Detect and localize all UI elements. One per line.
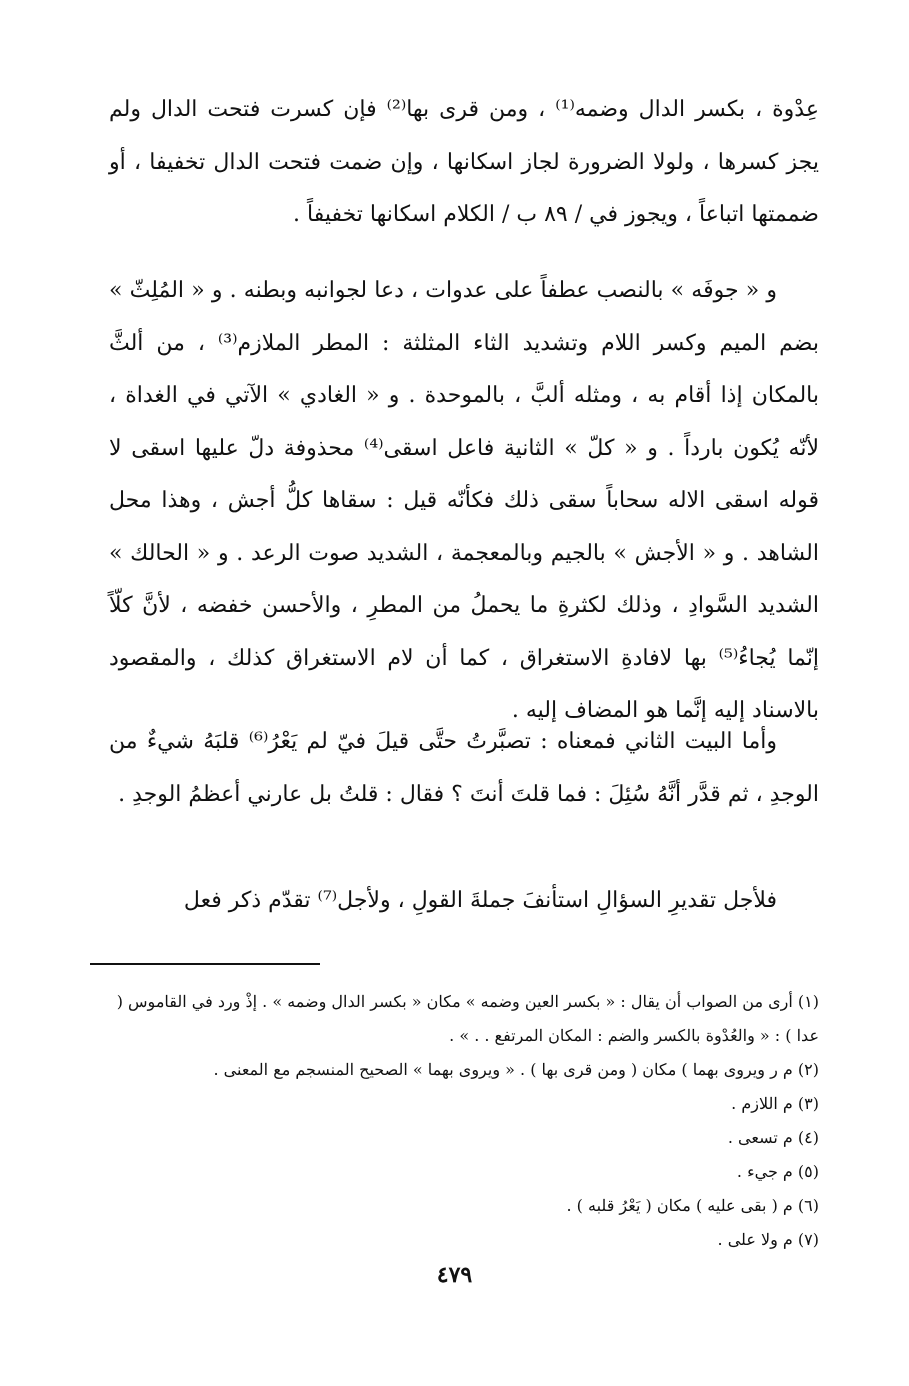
- footnote-5: (٥) م جيء .: [736, 1162, 819, 1181]
- footnote-2: (٢) م ر ويروى بهما ) مكان ( ومن قرى بها ) . « ويروى بهما » الصحيح المنسجم مع المعنى .: [213, 1060, 819, 1079]
- body-paragraph-2: و « جوفَه » بالنصب عطفاً على عدوات ، دعا لجوانبه وبطنه . و « المُلِثّ » بضم الميم وكسر اللام وتشديد الثاء المثلثة : المطر الملازم⁽³⁾ ، من ألثَّ بالمكان إذا أقام به ، ومثله ألبَّ ، بالموحدة . و « الغادي » الآتي في الغداة ، لأنّه يُكون بارداً . و « كلّ » الثانية فاعل اسقى⁽⁴⁾ محذوفة دلّ عليها اسقى لا قوله اسقى الاله سحاباً سقى ذلك فكأنّه قيل : سقاها كلُّ أجش ، وهذا محل الشاهد . و « الأجش » بالجيم وبالمعجمة ، الشديد صوت الرعد . و « الحالك » الشديد السَّوادِ ، وذلك لكثرةِ ما يحملُ من المطرِ ، والأحسن خفضه ، لأنَّ كلّاً إنّما يُجاءُ⁽⁵⁾ بها لافادةِ الاستغراق ، كما أن لام الاستغراق كذلك ، والمقصود بالاسناد إليه إنَّما هو المضاف إليه .: [109, 278, 820, 723]
- footnote-4: (٤) م تسعى .: [727, 1128, 819, 1147]
- body-paragraph-3: وأما البيت الثاني فمعناه : تصبَّرتُ حتَّى قيلَ فيّ لم يَعْرُ⁽⁶⁾ قلبَهُ شيءٌ من الوجدِ ، ثم قدَّر أنَّهُ سُئِلَ : فما قلتَ أنتَ ؟ فقال : قلتُ بل عارني أعظمُ الوجدِ .: [109, 729, 819, 807]
- body-paragraph-4: فلأجل تقديرِ السؤالِ استأنفَ جملةَ القولِ ، ولأجل⁽⁷⁾ تقدّم ذكر فعل: [183, 888, 777, 913]
- footnote-6: (٦) م ( بقى عليه ) مكان ( يَعْرُ قلبه ) .: [566, 1196, 819, 1215]
- page-number: ٤٧٩: [436, 1262, 473, 1288]
- body-paragraph-1: عِدْوة ، بكسر الدال وضمه⁽¹⁾ ، ومن قرى بها⁽²⁾ فإن كسرت فتحت الدال ولم يجز كسرها ، ولولا الضرورة لجاز اسكانها ، وإن ضمت فتحت الدال تخفيفا ، أو ضممتها اتباعاً ، ويجوز في / ٨٩ ب / الكلام اسكانها تخفيفاً .: [109, 97, 819, 227]
- footnotes-list: [109, 985, 819, 1257]
- footnote-1: (١) أرى من الصواب أن يقال : « بكسر العين وضمه » مكان « بكسر الدال وضمه » . إذْ ورد في القاموس ( عدا ) : « والعُدْوة بالكسر والضم : المكان المرتفع . . » .: [116, 992, 819, 1045]
- footnote-7: (٧) م ولا على .: [717, 1230, 819, 1249]
- footnote-separator: [90, 963, 320, 965]
- footnote-3: (٣) م اللازم .: [731, 1094, 819, 1113]
